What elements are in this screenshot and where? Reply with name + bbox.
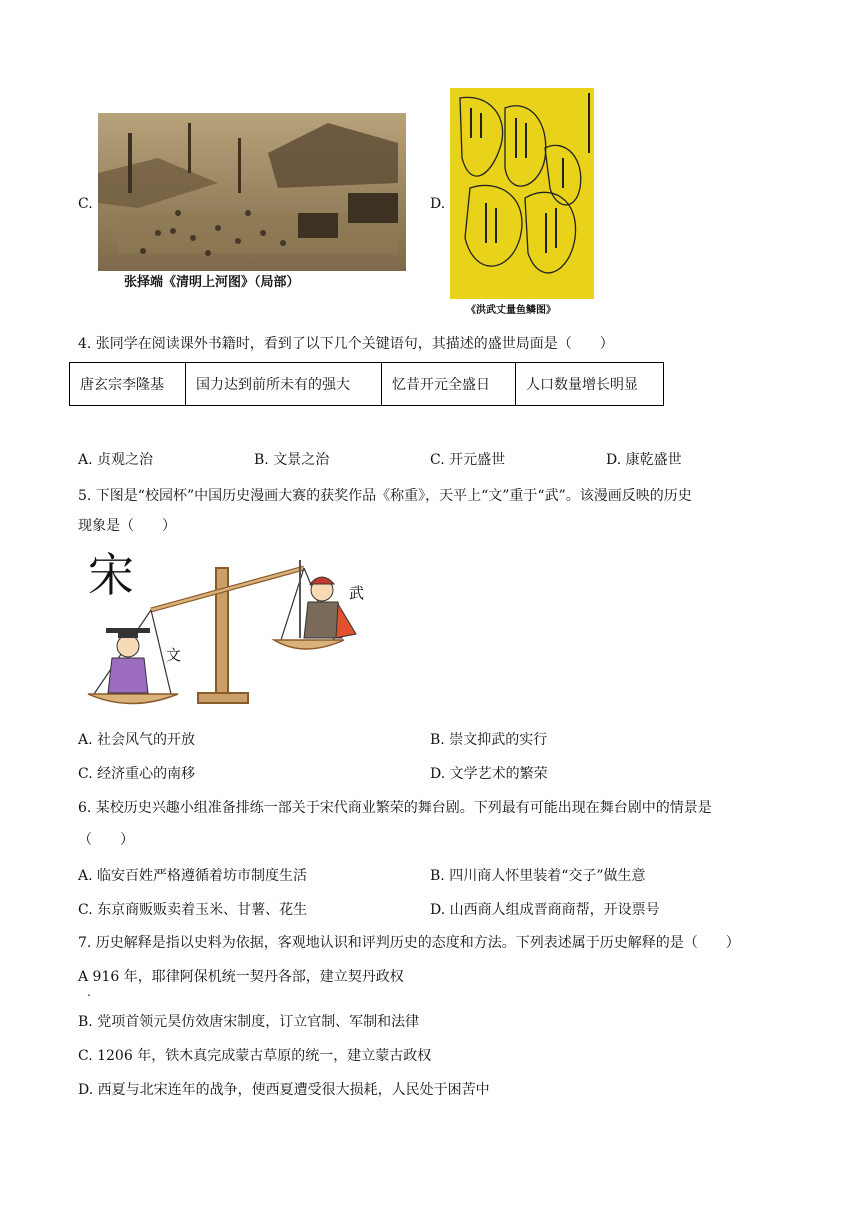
q6-option-a[interactable]: A. 临安百姓严格遵循着坊市制度生活 bbox=[78, 868, 308, 884]
q7-option-c[interactable]: C. 1206 年，铁木真完成蒙古草原的统一，建立蒙古政权 bbox=[78, 1048, 432, 1064]
q7-option-d[interactable]: D. 西夏与北宋连年的战争，使西夏遭受很大损耗，人民处于困苦中 bbox=[78, 1082, 490, 1098]
q7-stem: 7. 历史解释是指以史料为依据，客观地认识和评判历史的态度和方法。下列表述属于历史解释的是（ ） bbox=[78, 935, 740, 951]
fish-scale-map-caption: 《洪武丈量鱼鳞图》 bbox=[466, 305, 556, 316]
table-cell: 国力达到前所未有的强大 bbox=[186, 363, 382, 406]
q4-option-a[interactable]: A. 贞观之治 bbox=[78, 452, 154, 468]
q7-option-b[interactable]: B. 党项首领元昊仿效唐宋制度，订立官制、军制和法律 bbox=[78, 1014, 420, 1030]
q5-option-d[interactable]: D. 文学艺术的繁荣 bbox=[430, 766, 548, 782]
q4-option-d[interactable]: D. 康乾盛世 bbox=[606, 452, 682, 468]
fish-scale-map-graphic bbox=[450, 88, 594, 299]
q6-stem-line1: 6. 某校历史兴趣小组准备排练一部关于宋代商业繁荣的舞台剧。下列最有可能出现在舞台剧中的情景是 bbox=[78, 800, 712, 816]
balance-cartoon bbox=[86, 548, 376, 710]
q6-stem-line2: （ ） bbox=[78, 832, 134, 848]
cartoon-wen-label: 文 bbox=[166, 646, 182, 664]
option-d-label: D. bbox=[430, 196, 446, 212]
qingming-caption: 张择端《清明上河图》（局部） bbox=[124, 275, 300, 290]
table-row bbox=[70, 363, 664, 406]
q5-stem-line1: 5. 下图是“校园杯”中国历史漫画大赛的获奖作品《称重》，天平上“文”重于“武”。该漫画反映的历史 bbox=[78, 488, 692, 504]
table-cell: 人口数量增长明显 bbox=[516, 363, 664, 406]
qingming-painting-graphic bbox=[98, 113, 406, 271]
table-cell: 忆昔开元全盛日 bbox=[382, 363, 516, 406]
cartoon-song-char: 宋 bbox=[88, 548, 134, 602]
q7-stray-dot: . bbox=[87, 985, 91, 999]
option-c-label: C. bbox=[78, 196, 93, 212]
q6-option-d[interactable]: D. 山西商人组成晋商商帮，开设票号 bbox=[430, 902, 660, 918]
qingming-painting-image bbox=[98, 113, 406, 271]
fish-scale-map-image bbox=[450, 88, 594, 299]
q7-option-a[interactable]: A 916 年，耶律阿保机统一契丹各部，建立契丹政权 bbox=[78, 969, 404, 985]
q5-option-a[interactable]: A. 社会风气的开放 bbox=[78, 732, 196, 748]
q6-option-c[interactable]: C. 东京商贩贩卖着玉米、甘薯、花生 bbox=[78, 902, 308, 918]
q4-stem: 4. 张同学在阅读课外书籍时，看到了以下几个关键语句，其描述的盛世局面是（ ） bbox=[78, 336, 614, 352]
table-cell: 唐玄宗李隆基 bbox=[70, 363, 186, 406]
q4-option-b[interactable]: B. 文景之治 bbox=[254, 452, 330, 468]
q5-option-b[interactable]: B. 崇文抑武的实行 bbox=[430, 732, 548, 748]
q4-keyword-table bbox=[69, 362, 664, 406]
q6-option-b[interactable]: B. 四川商人怀里装着“交子”做生意 bbox=[430, 868, 646, 884]
q5-stem-line2: 现象是（ ） bbox=[78, 518, 176, 534]
q4-option-c[interactable]: C. 开元盛世 bbox=[430, 452, 506, 468]
q5-option-c[interactable]: C. 经济重心的南移 bbox=[78, 766, 196, 782]
cartoon-wu-label: 武 bbox=[349, 584, 365, 602]
